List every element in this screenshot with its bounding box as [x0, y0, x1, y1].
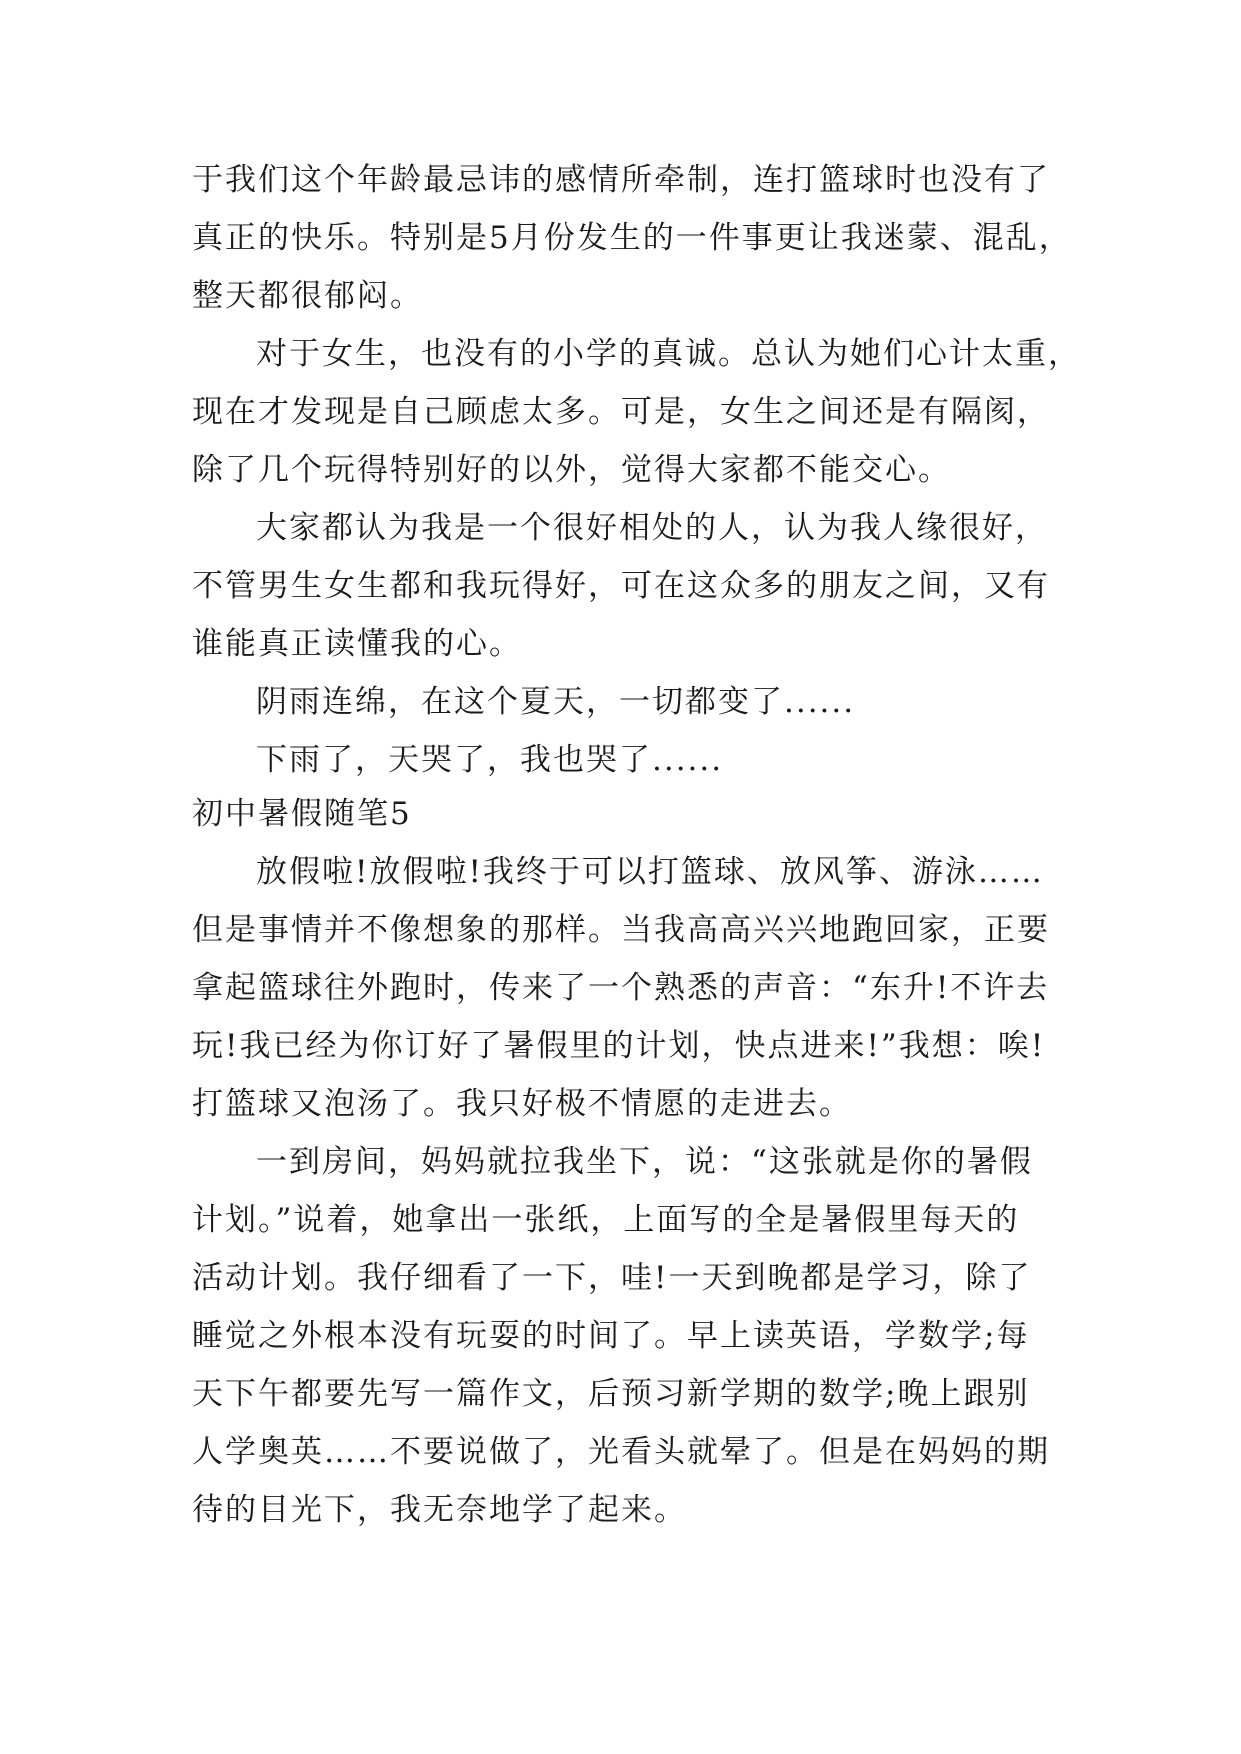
text-line: 待的目光下，我无奈地学了起来。: [192, 1492, 687, 1528]
text-line: 于我们这个年龄最忌讳的感情所牵制，连打篮球时也没有了: [192, 162, 1050, 198]
text-line: 一到房间，妈妈就拉我坐下，说：“这张就是你的暑假: [256, 1144, 1033, 1180]
text-line: 谁能真正读懂我的心。: [192, 626, 522, 662]
text-line: 阴雨连绵，在这个夏天，一切都变了......: [256, 684, 856, 720]
text-line: 不管男生女生都和我玩得好，可在这众多的朋友之间，又有: [192, 568, 1050, 604]
text-line: 睡觉之外根本没有玩耍的时间了。早上读英语，学数学;每: [192, 1318, 1030, 1354]
text-line: 真正的快乐。特别是5月份发生的一件事更让我迷蒙、混乱，: [192, 220, 1072, 256]
text-line: 玩!我已经为你订好了暑假里的计划，快点进来!”我想：唉!: [192, 1028, 1046, 1064]
text-line: 人学奥英……不要说做了，光看头就晕了。但是在妈妈的期: [192, 1434, 1050, 1470]
text-line: 活动计划。我仔细看了一下，哇!一天到晚都是学习，除了: [192, 1260, 1032, 1296]
text-line: 但是事情并不像想象的那样。当我高高兴兴地跑回家，正要: [192, 912, 1050, 948]
document-body: [192, 156, 1081, 1534]
text-line: 计划。”说着，她拿出一张纸，上面写的全是暑假里每天的: [192, 1202, 1020, 1238]
text-line: 放假啦!放假啦!我终于可以打篮球、放风筝、游泳……: [256, 854, 1044, 890]
text-line: 下雨了，天哭了，我也哭了......: [256, 742, 724, 778]
text-line: 天下午都要先写一篇作文，后预习新学期的数学;晚上跟别: [192, 1376, 1030, 1412]
text-line: 打篮球又泡汤了。我只好极不情愿的走进去。: [192, 1086, 852, 1122]
text-line: 大家都认为我是一个很好相处的人，认为我人缘很好，: [256, 510, 1048, 546]
text-line: 拿起篮球往外跑时，传来了一个熟悉的声音：“东升!不许去: [192, 970, 1050, 1006]
section-heading: 初中暑假随笔5: [192, 796, 412, 832]
text-line: 整天都很郁闷。: [192, 278, 423, 314]
text-line: 对于女生，也没有的小学的真诚。总认为她们心计太重，: [256, 336, 1081, 372]
text-line: 现在才发现是自己顾虑太多。可是，女生之间还是有隔阂，: [192, 394, 1050, 430]
text-line: 除了几个玩得特别好的以外，觉得大家都不能交心。: [192, 452, 951, 488]
